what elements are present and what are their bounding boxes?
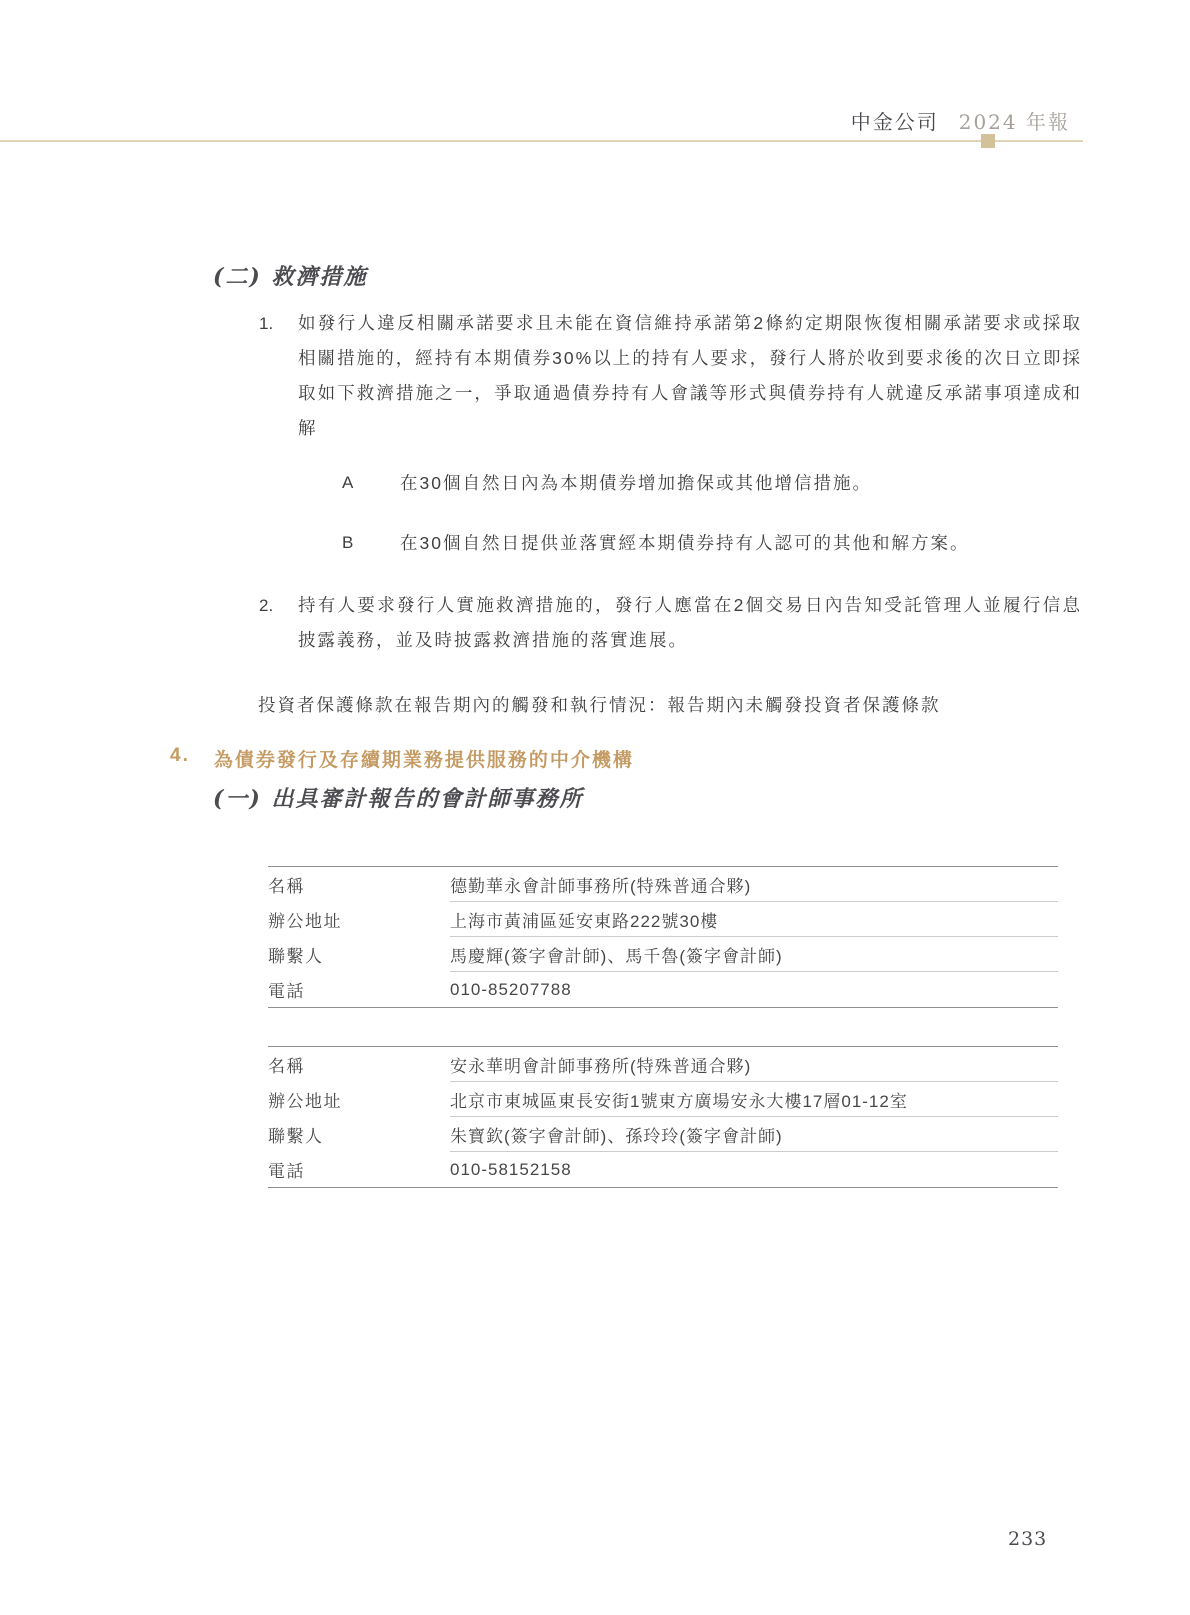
header-rule-square-marker <box>981 134 995 148</box>
table-row <box>268 1152 1058 1187</box>
remedy-item-2-number: 2. <box>259 596 274 615</box>
audit-firm-subsection-heading: (一) 出具審計報告的會計師事務所 <box>213 786 584 812</box>
header-company-name: 中金公司 <box>850 110 939 134</box>
row-label: 辦公地址 <box>268 912 342 931</box>
remedy-subitem-a <box>342 468 872 498</box>
row-label: 電話 <box>268 982 305 1001</box>
remedy-item-1 <box>259 306 1082 446</box>
table-row <box>268 1047 1058 1082</box>
remedy-subitem-a-letter: A <box>342 473 354 492</box>
row-label: 名稱 <box>268 1057 305 1076</box>
table-row <box>268 1082 1058 1117</box>
header-edition-label: 2024 年報 <box>958 110 1070 134</box>
remedy-item-2-text: 持有人要求發行人實施救濟措施的，發行人應當在2個交易日內告知受託管理人並履行信息披露義務，並及時披露救濟措施的落實進展。 <box>298 595 1082 650</box>
remedy-item-1-number: 1. <box>259 314 274 333</box>
row-value: 安永華明會計師事務所(特殊普通合夥) <box>450 1047 1058 1082</box>
audit-firm-table-1 <box>268 866 1058 1008</box>
row-value: 朱寶欽(簽字會計師)、孫玲玲(簽字會計師) <box>450 1117 1058 1152</box>
intermediaries-section-title: 為債券發行及存續期業務提供服務的中介機構 <box>213 750 634 771</box>
table-row <box>268 902 1058 937</box>
remedy-subitem-b-letter: B <box>342 533 354 552</box>
table-row <box>268 1117 1058 1152</box>
remedy-item-2 <box>259 588 1082 658</box>
row-value: 010-85207788 <box>450 979 572 999</box>
investor-protection-note: 投資者保護條款在報告期內的觸發和執行情況：報告期內未觸發投資者保護條款 <box>258 695 941 715</box>
row-value: 上海市黃浦區延安東路222號30樓 <box>450 902 1058 937</box>
table-row <box>268 937 1058 972</box>
remedy-subitem-b-text: 在30個自然日提供並落實經本期債券持有人認可的其他和解方案。 <box>400 533 970 553</box>
table-row <box>268 972 1058 1007</box>
row-label: 辦公地址 <box>268 1092 342 1111</box>
row-label: 電話 <box>268 1162 305 1181</box>
row-value: 馬慶輝(簽字會計師)、馬千魯(簽字會計師) <box>450 937 1058 972</box>
table-row <box>268 867 1058 902</box>
intermediaries-section-heading <box>170 745 634 772</box>
row-value: 北京市東城區東長安街1號東方廣場安永大樓17層01-12室 <box>450 1082 1058 1117</box>
row-label: 聯繫人 <box>268 947 324 966</box>
row-value: 010-58152158 <box>450 1159 572 1179</box>
row-label: 聯繫人 <box>268 1127 324 1146</box>
row-label: 名稱 <box>268 877 305 896</box>
page-number: 233 <box>1008 1528 1048 1550</box>
remedy-item-1-text: 如發行人違反相關承諾要求且未能在資信維持承諾第2條約定期限恢復相關承諾要求或採取相關措施的，經持有本期債券30%以上的持有人要求，發行人將於收到要求後的次日立即採取如下救濟措施之一，爭取通過債券持有人會議等形式與債券持有人就違反承諾事項達成和解 <box>298 313 1082 438</box>
remedy-section-heading: (二) 救濟措施 <box>213 264 368 290</box>
remedy-subitem-a-text: 在30個自然日內為本期債券增加擔保或其他增信措施。 <box>400 473 872 493</box>
page-header <box>851 106 1070 135</box>
audit-firm-table-2 <box>268 1046 1058 1188</box>
header-rule <box>0 140 1083 142</box>
remedy-subitem-b <box>342 528 969 558</box>
intermediaries-section-number: 4. <box>170 745 190 766</box>
row-value: 德勤華永會計師事務所(特殊普通合夥) <box>450 867 1058 902</box>
